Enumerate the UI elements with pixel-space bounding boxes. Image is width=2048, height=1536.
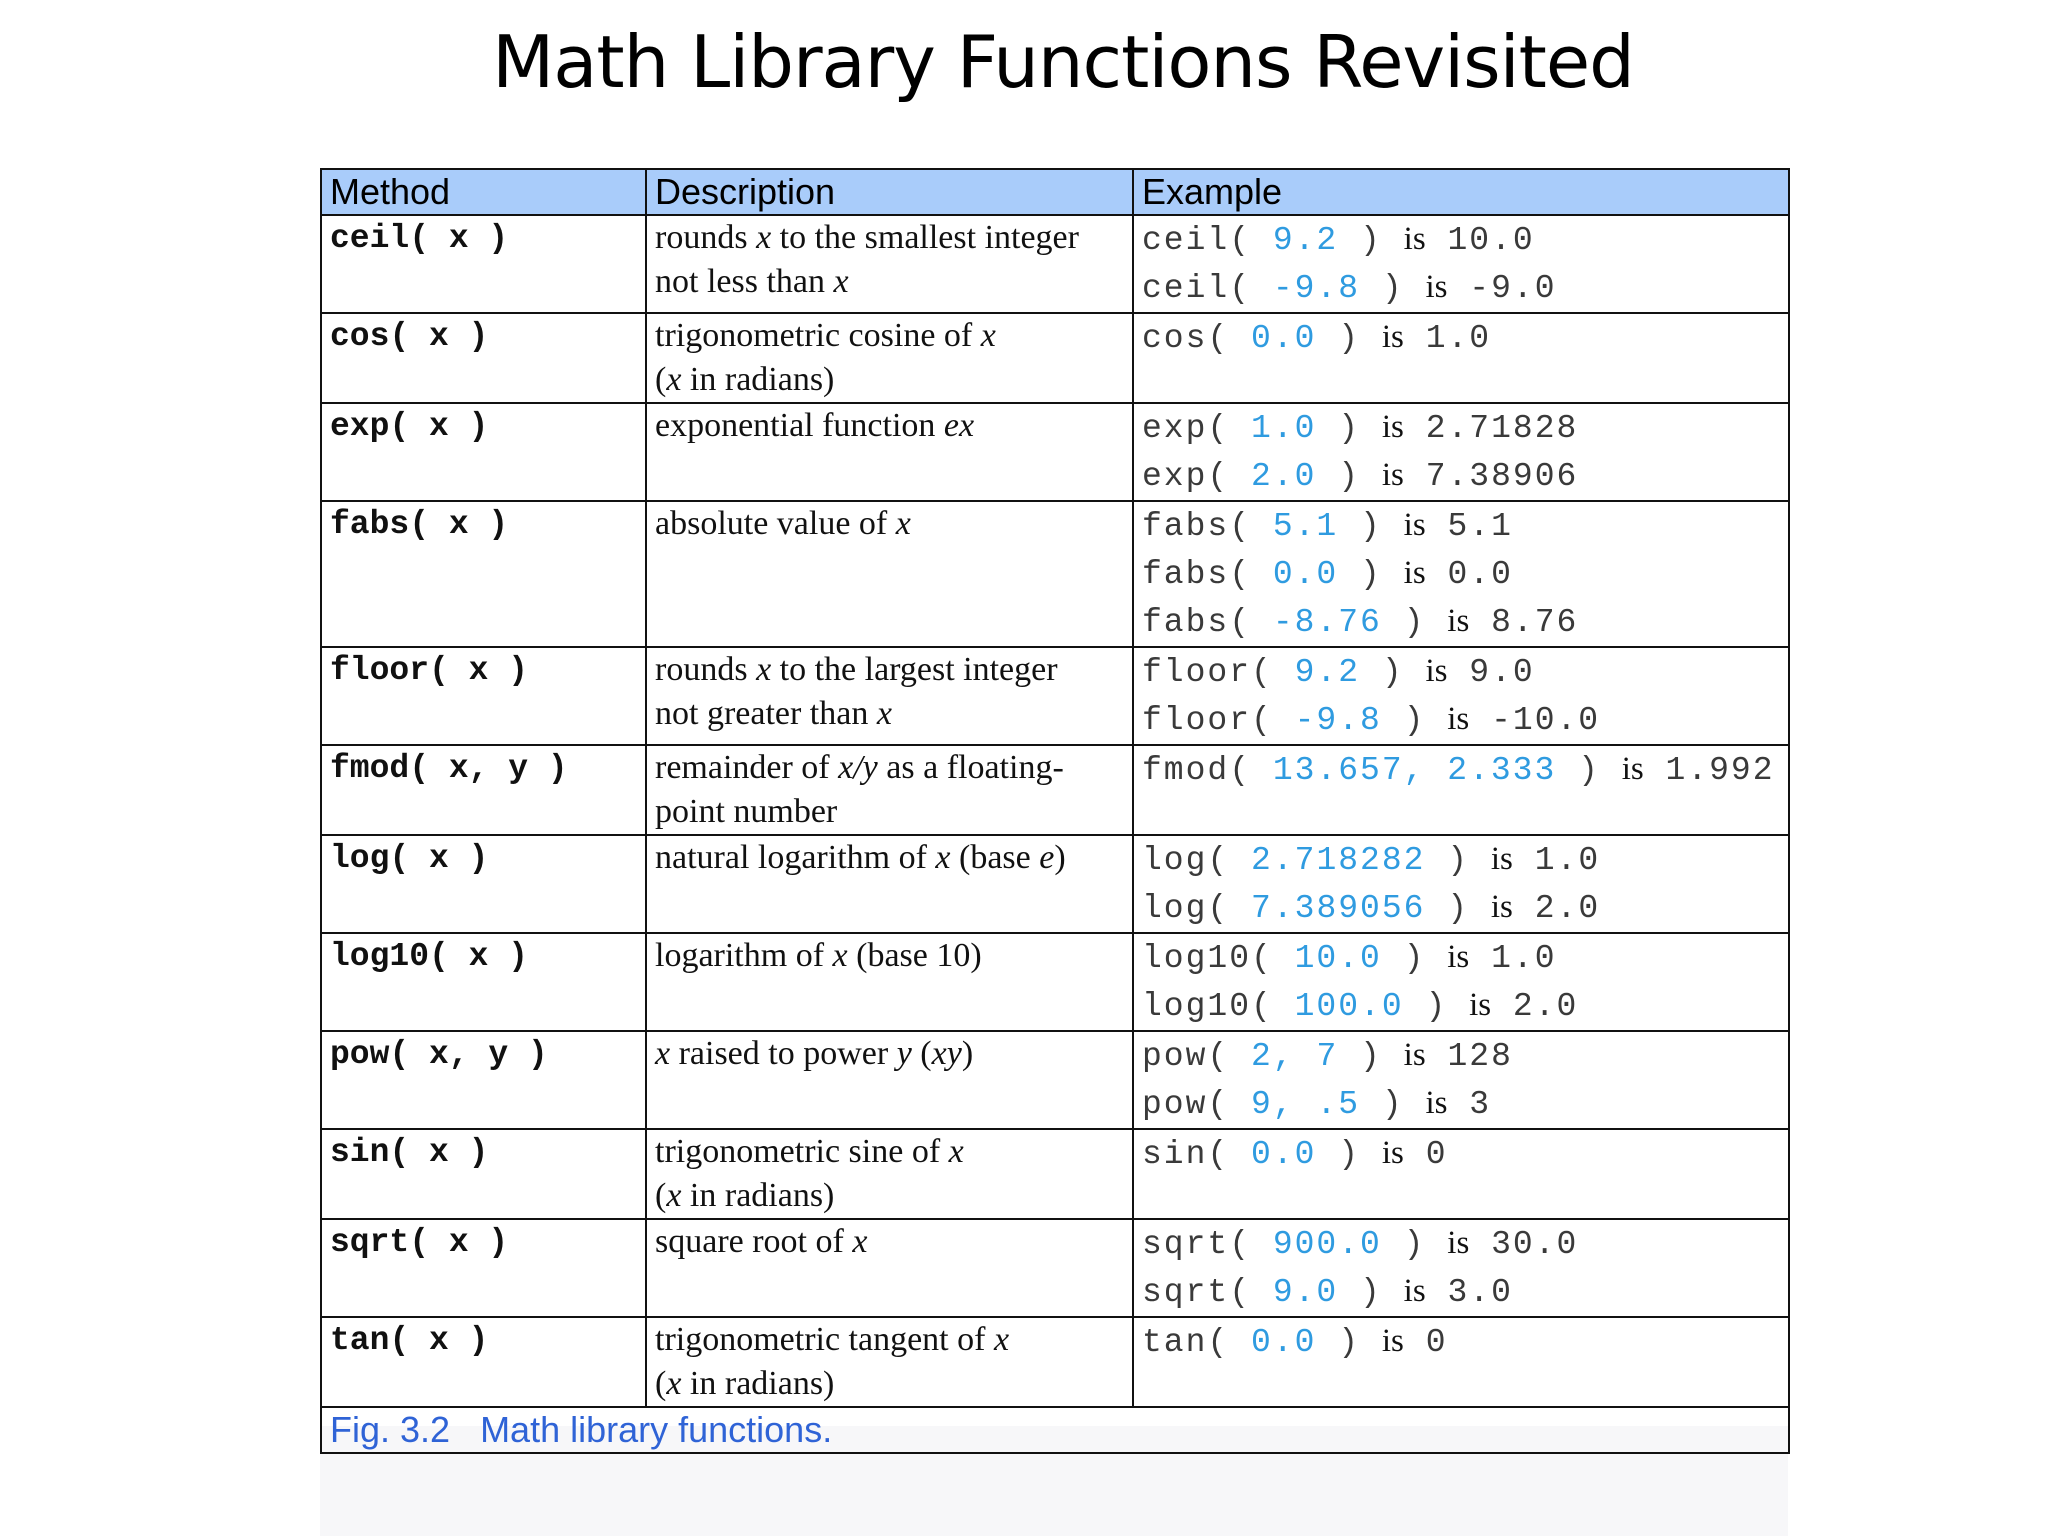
table-row [321,835,1789,933]
description-cell [646,745,1133,835]
description-text: trigonometric tangent of [655,1321,994,1358]
function-call-text: sin( [1142,1136,1252,1173]
variable-text: x [876,695,892,732]
example-cell [1133,403,1789,501]
method-cell: sqrt( x ) [321,1219,646,1317]
variable-text: x/y [838,749,878,786]
description-text: not greater than [655,695,877,732]
function-call-text: log10( [1142,940,1295,977]
argument-value: 9.2 [1272,222,1339,259]
closing-paren: ) [1316,320,1382,357]
description-line [655,260,1132,304]
method-cell: fmod( x, y ) [321,745,646,835]
function-call-text: floor( [1142,702,1295,739]
variable-text: x [852,1223,868,1260]
description-text: rounds [655,651,757,688]
result-value: 128 [1425,1038,1513,1075]
example-cell [1133,647,1789,745]
table-row [321,745,1789,835]
closing-paren: ) [1316,1136,1382,1173]
variable-text: x [655,1035,671,1072]
description-line [655,216,1132,260]
function-call-text: fabs( [1142,604,1273,641]
variable-text: e [1039,839,1055,876]
description-text: trigonometric cosine of [655,317,981,354]
example-cell [1133,1219,1789,1317]
example-line [1142,696,1788,744]
description-line [655,746,1132,790]
method-cell: tan( x ) [321,1317,646,1407]
argument-value: 0.0 [1272,556,1339,593]
closing-paren: ) [1338,222,1404,259]
description-text: absolute value of [655,505,896,542]
method-cell: log10( x ) [321,933,646,1031]
example-line [1142,452,1788,500]
table-body [321,215,1789,1407]
description-text: as a floating- [877,749,1064,786]
figure-caption: Fig. 3.2 Math library functions. [321,1407,1789,1453]
argument-value: 0.0 [1251,320,1317,357]
description-text: ) [1054,839,1066,876]
function-call-text: log( [1142,890,1252,927]
description-text: ( [911,1035,932,1072]
argument-value: 2, 7 [1251,1038,1339,1075]
table-header [321,169,1789,215]
is-text: is [1381,1323,1404,1359]
description-line [655,1318,1132,1362]
description-text: square root of [655,1223,853,1260]
math-functions-table [320,168,1790,1454]
variable-text: y [896,1035,912,1072]
is-text: is [1490,841,1513,877]
variable-text: x [756,651,772,688]
result-value: 1.992 [1643,752,1775,789]
description-cell [646,1317,1133,1407]
argument-value: 1.0 [1251,410,1317,447]
is-text: is [1447,603,1470,639]
variable-text: xy [931,1035,962,1072]
example-line [1142,1318,1788,1366]
argument-value: 100.0 [1294,988,1404,1025]
argument-value: 5.1 [1272,508,1339,545]
argument-value: -9.8 [1272,270,1361,307]
table-row [321,403,1789,501]
is-text: is [1403,1037,1426,1073]
header-row [321,169,1789,215]
closing-paren: ) [1316,410,1382,447]
description-text: in radians) [681,361,835,398]
method-cell: fabs( x ) [321,501,646,647]
example-line [1142,1220,1788,1268]
example-cell [1133,501,1789,647]
is-text: is [1403,221,1426,257]
argument-value: 9.0 [1272,1274,1339,1311]
table-row [321,313,1789,403]
is-text: is [1447,1225,1470,1261]
function-call-text: sqrt( [1142,1274,1273,1311]
description-text: raised to power [670,1035,897,1072]
function-call-text: log10( [1142,988,1295,1025]
result-value: 9.0 [1447,654,1535,691]
description-cell [646,647,1133,745]
description-cell [646,933,1133,1031]
example-cell [1133,313,1789,403]
method-cell: log( x ) [321,835,646,933]
description-text: exponential function [655,407,944,444]
description-text: ( [655,1177,667,1214]
closing-paren: ) [1316,1324,1382,1361]
function-call-text: fmod( [1142,752,1273,789]
description-text: logarithm of [655,937,833,974]
math-functions-table-container [320,168,1788,1454]
example-line [1142,1080,1788,1128]
function-call-text: tan( [1142,1324,1252,1361]
argument-value: 2.718282 [1251,842,1426,879]
example-cell [1133,933,1789,1031]
example-line [1142,934,1788,982]
description-line [655,358,1132,402]
variable-text: x [666,361,682,398]
description-text: (base [950,839,1040,876]
description-text: (base 10) [847,937,982,974]
closing-paren: ) [1556,752,1622,789]
description-cell [646,215,1133,313]
result-value: 8.76 [1469,604,1579,641]
is-text: is [1381,1135,1404,1171]
description-cell [646,313,1133,403]
function-call-text: pow( [1142,1086,1252,1123]
description-text: ( [655,1365,667,1402]
example-cell [1133,745,1789,835]
description-text: point number [655,793,838,830]
description-cell [646,1129,1133,1219]
is-text: is [1381,409,1404,445]
example-line [1142,314,1788,362]
function-call-text: sqrt( [1142,1226,1273,1263]
header-method: Method [321,169,646,215]
closing-paren: ) [1403,988,1470,1025]
description-line [655,314,1132,358]
is-text: is [1381,319,1404,355]
example-cell [1133,215,1789,313]
is-text: is [1425,269,1448,305]
description-cell [646,403,1133,501]
is-text: is [1447,701,1470,737]
result-value: 1.0 [1403,320,1492,357]
result-value: 2.0 [1512,890,1601,927]
example-line [1142,598,1788,646]
closing-paren: ) [1360,270,1426,307]
method-cell: cos( x ) [321,313,646,403]
function-call-text: ceil( [1142,270,1273,307]
description-line [655,404,1132,448]
closing-paren: ) [1316,458,1382,495]
variable-text: x [833,263,849,300]
function-call-text: fabs( [1142,508,1273,545]
description-line [655,790,1132,834]
variable-text: x [993,1321,1010,1358]
table-footer [321,1407,1789,1453]
description-line [655,1174,1132,1218]
closing-paren: ) [1381,940,1448,977]
example-line [1142,982,1788,1030]
example-cell [1133,1031,1789,1129]
is-text: is [1403,1273,1426,1309]
description-cell [646,1031,1133,1129]
result-value: 1.0 [1512,842,1601,879]
is-text: is [1621,751,1644,787]
result-value: -9.0 [1447,270,1557,307]
example-line [1142,216,1788,264]
description-cell [646,1219,1133,1317]
example-line [1142,264,1788,312]
method-cell: exp( x ) [321,403,646,501]
description-text: in radians) [681,1177,835,1214]
function-call-text: floor( [1142,654,1295,691]
example-line [1142,550,1788,598]
closing-paren: ) [1425,842,1491,879]
example-line [1142,404,1788,452]
is-text: is [1447,939,1470,975]
argument-value: 9.2 [1294,654,1361,691]
table-row [321,647,1789,745]
is-text: is [1469,987,1492,1023]
closing-paren: ) [1360,654,1426,691]
method-cell: floor( x ) [321,647,646,745]
description-text: to the largest integer [771,651,1058,688]
closing-paren: ) [1338,1038,1404,1075]
slide-title: Math Library Functions Revisited [492,20,1634,104]
variable-text: ex [943,407,975,444]
variable-text: x [935,839,951,876]
argument-value: 10.0 [1294,940,1382,977]
function-call-text: exp( [1142,458,1252,495]
is-text: is [1425,653,1448,689]
description-text: ( [655,361,667,398]
function-call-text: ceil( [1142,222,1273,259]
is-text: is [1425,1085,1448,1121]
argument-value: 900.0 [1272,1226,1382,1263]
closing-paren: ) [1381,1226,1448,1263]
closing-paren: ) [1338,508,1404,545]
description-line [655,648,1132,692]
result-value: 5.1 [1425,508,1513,545]
example-line [1142,746,1788,794]
caption-row [321,1407,1789,1453]
is-text: is [1403,507,1426,543]
method-cell: sin( x ) [321,1129,646,1219]
variable-text: x [666,1177,682,1214]
description-line [655,836,1132,880]
description-cell [646,835,1133,933]
closing-paren: ) [1381,604,1448,641]
is-text: is [1381,457,1404,493]
table-row [321,1031,1789,1129]
example-cell [1133,1129,1789,1219]
table-row [321,501,1789,647]
example-cell [1133,1317,1789,1407]
description-text: in radians) [681,1365,835,1402]
result-value: 0 [1403,1324,1448,1361]
example-line [1142,502,1788,550]
table-row [321,1317,1789,1407]
description-text: remainder of [655,749,839,786]
function-call-text: fabs( [1142,556,1273,593]
variable-text: x [895,505,911,542]
method-cell: ceil( x ) [321,215,646,313]
function-call-text: log( [1142,842,1252,879]
result-value: 0 [1403,1136,1448,1173]
description-line [655,1032,1132,1076]
variable-text: x [980,317,996,354]
argument-value: 9, .5 [1251,1086,1361,1123]
header-example: Example [1133,169,1789,215]
closing-paren: ) [1338,1274,1404,1311]
description-line [655,1362,1132,1406]
table-row [321,215,1789,313]
is-text: is [1403,555,1426,591]
argument-value: 13.657, 2.333 [1272,752,1557,789]
description-line [655,1220,1132,1264]
example-line [1142,648,1788,696]
description-text: rounds [655,219,757,256]
description-text: trigonometric sine of [655,1133,949,1170]
description-text: ) [961,1035,974,1072]
description-line [655,692,1132,736]
argument-value: -9.8 [1294,702,1382,739]
description-line [655,934,1132,978]
table-row [321,1219,1789,1317]
argument-value: 2.0 [1251,458,1317,495]
result-value: 7.38906 [1403,458,1579,495]
header-description: Description [646,169,1133,215]
description-line [655,1130,1132,1174]
table-row [321,933,1789,1031]
variable-text: x [756,219,772,256]
result-value: 0.0 [1425,556,1513,593]
argument-value: 0.0 [1251,1324,1317,1361]
table-row [321,1129,1789,1219]
result-value: 2.71828 [1403,410,1579,447]
function-call-text: cos( [1142,320,1252,357]
argument-value: 7.389056 [1251,890,1426,927]
result-value: 10.0 [1425,222,1535,259]
variable-text: x [948,1133,964,1170]
result-value: -10.0 [1469,702,1601,739]
description-text: not less than [655,263,834,300]
is-text: is [1490,889,1513,925]
function-call-text: exp( [1142,410,1252,447]
example-line [1142,1268,1788,1316]
description-text: natural logarithm of [655,839,936,876]
result-value: 30.0 [1469,1226,1579,1263]
closing-paren: ) [1338,556,1404,593]
argument-value: -8.76 [1272,604,1382,641]
result-value: 3.0 [1425,1274,1513,1311]
example-line [1142,884,1788,932]
result-value: 3 [1447,1086,1492,1123]
description-text: to the smallest integer [771,219,1079,256]
argument-value: 0.0 [1251,1136,1317,1173]
description-cell [646,501,1133,647]
example-line [1142,1130,1788,1178]
function-call-text: pow( [1142,1038,1252,1075]
result-value: 1.0 [1469,940,1557,977]
example-cell [1133,835,1789,933]
variable-text: x [666,1365,682,1402]
closing-paren: ) [1425,890,1491,927]
variable-text: x [832,937,848,974]
closing-paren: ) [1360,1086,1426,1123]
method-cell: pow( x, y ) [321,1031,646,1129]
example-line [1142,1032,1788,1080]
description-line [655,502,1132,546]
closing-paren: ) [1381,702,1448,739]
example-line [1142,836,1788,884]
result-value: 2.0 [1491,988,1579,1025]
